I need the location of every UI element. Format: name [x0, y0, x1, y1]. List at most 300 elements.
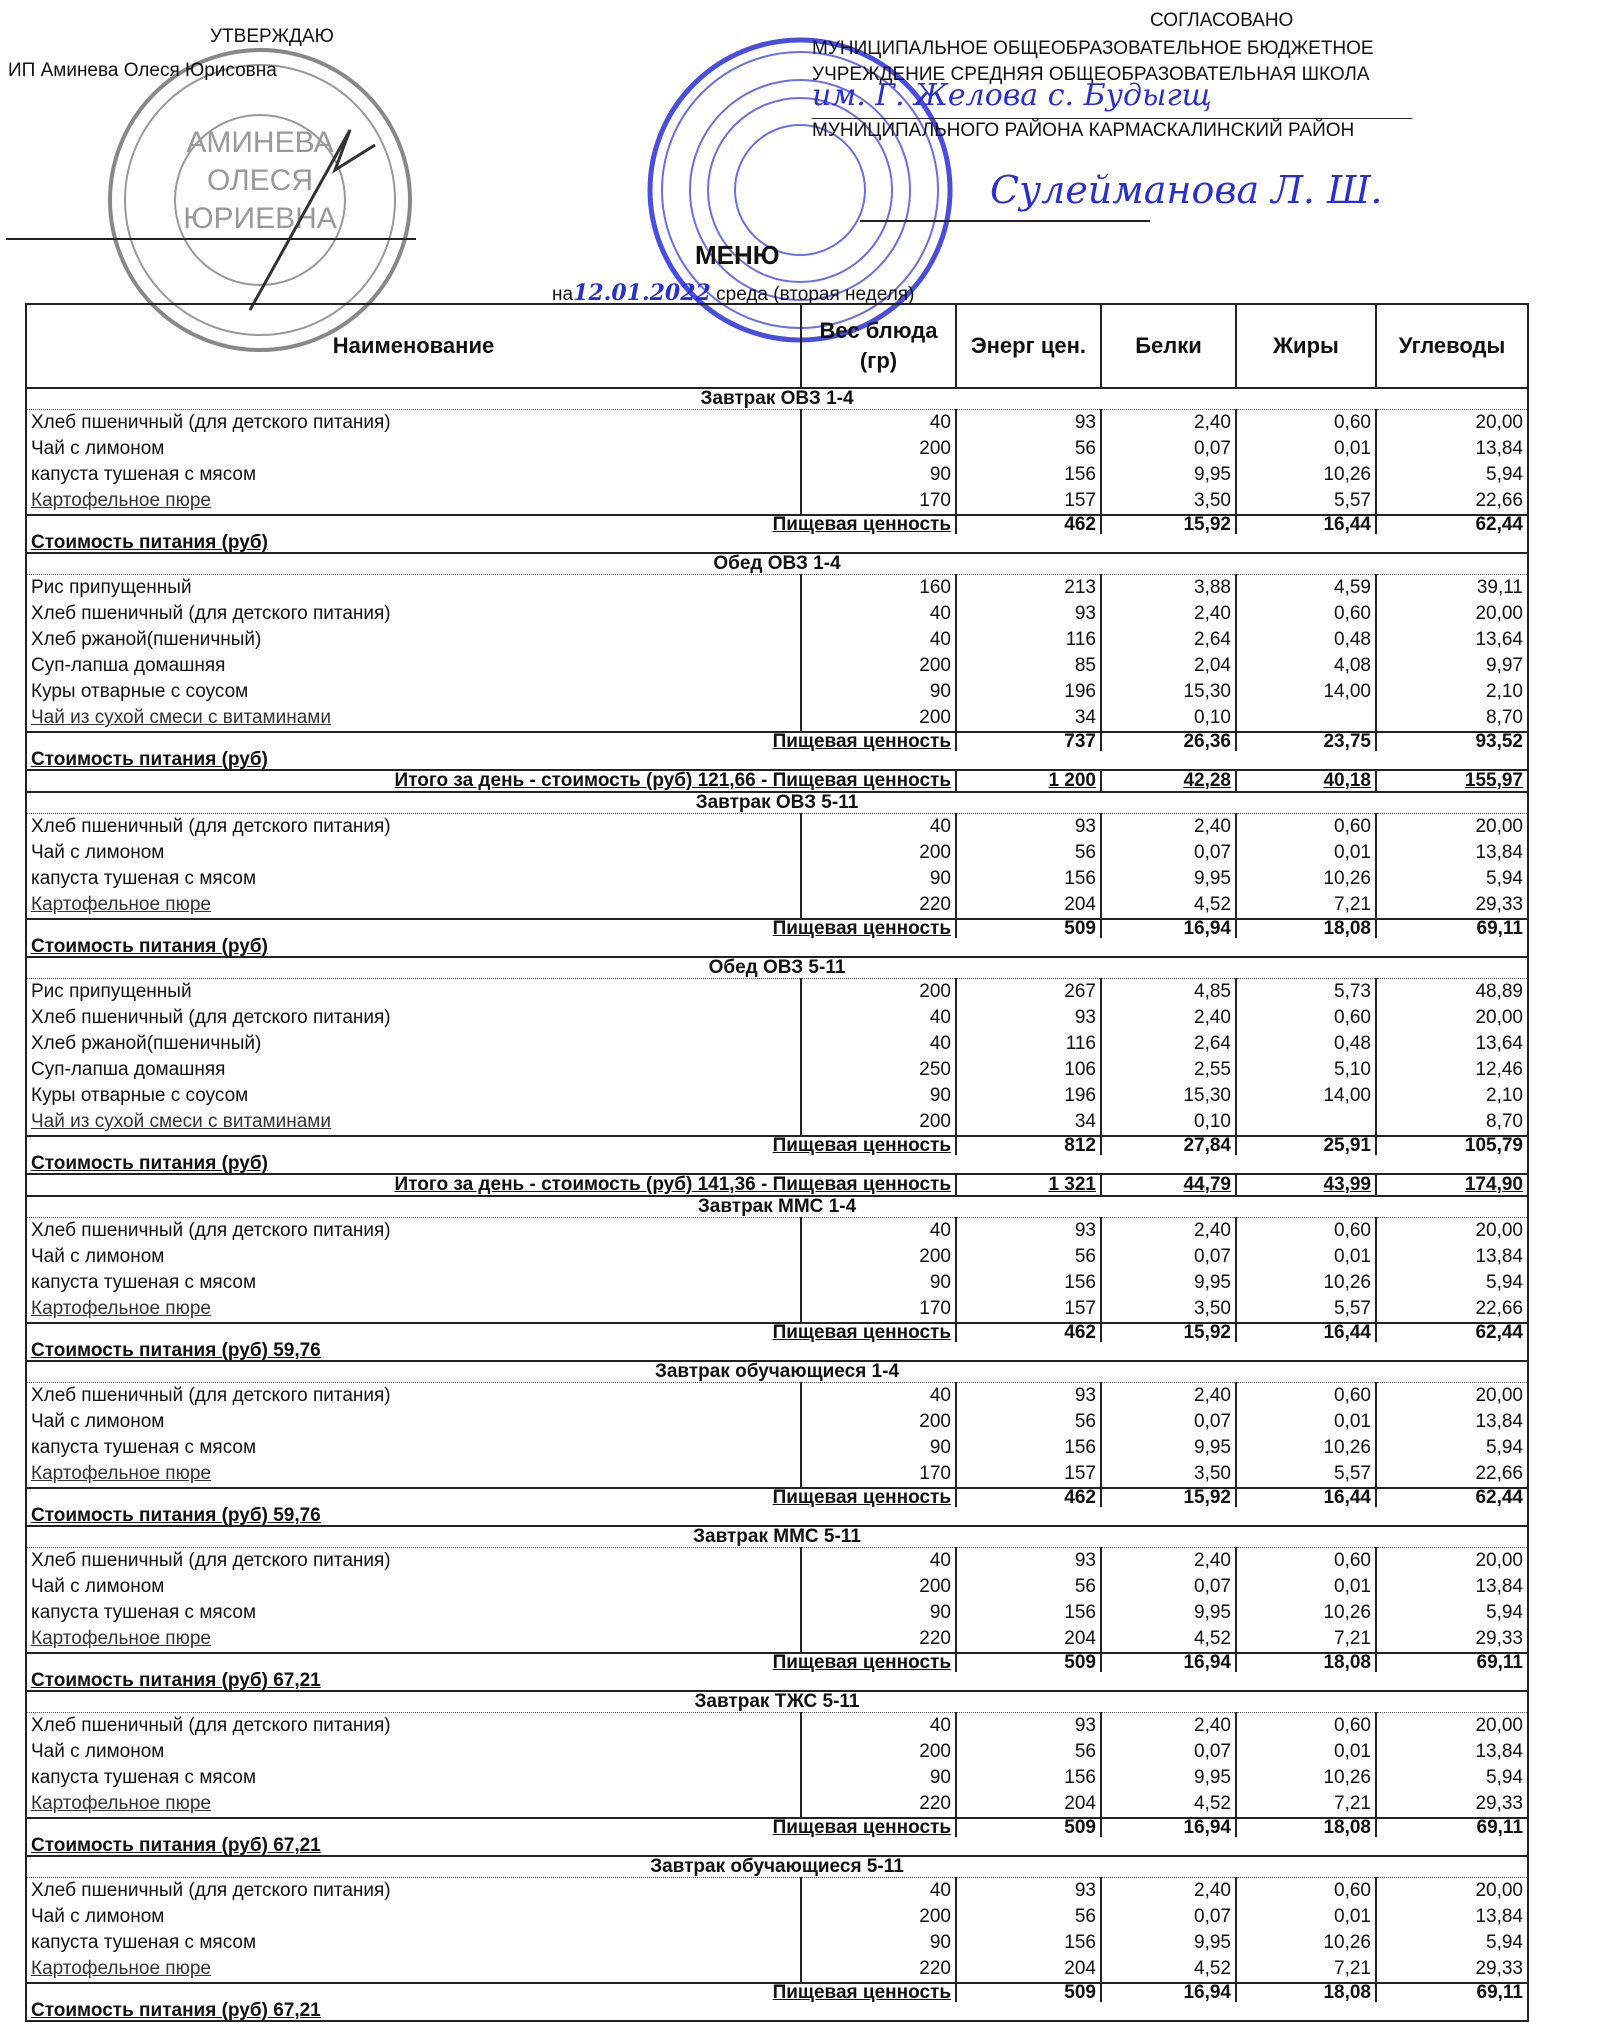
dish-protein: 9,95 [1101, 866, 1236, 892]
total-fat: 18,08 [1236, 919, 1376, 938]
dish-protein: 4,52 [1101, 892, 1236, 919]
nutrition-total-row [26, 1983, 1528, 2002]
dish-weight: 40 [801, 627, 956, 653]
dish-carbs: 20,00 [1376, 1878, 1528, 1905]
section-header-row [26, 1196, 1528, 1218]
dish-carbs: 29,33 [1376, 892, 1528, 919]
nutrition-total-row [26, 1488, 1528, 1507]
dish-name: Хлеб пшеничный (для детского питания) [26, 814, 801, 841]
dish-fat: 10,26 [1236, 866, 1376, 892]
dish-name: Хлеб пшеничный (для детского питания) [26, 601, 801, 627]
dish-protein: 0,10 [1101, 1109, 1236, 1136]
total-carbs: 62,44 [1376, 515, 1528, 534]
dish-carbs: 13,64 [1376, 1031, 1528, 1057]
day-total-fat: 43,99 [1236, 1174, 1376, 1196]
dish-protein: 2,04 [1101, 653, 1236, 679]
table-row [26, 1409, 1528, 1435]
dish-name: Хлеб пшеничный (для детского питания) [26, 1383, 801, 1410]
table-row [26, 601, 1528, 627]
dish-protein: 4,85 [1101, 979, 1236, 1006]
dish-protein: 2,40 [1101, 1548, 1236, 1575]
day-total-fat: 40,18 [1236, 770, 1376, 792]
dish-energy: 56 [956, 1739, 1101, 1765]
dish-carbs: 22,66 [1376, 488, 1528, 515]
dish-energy: 156 [956, 1930, 1101, 1956]
total-fat: 16,44 [1236, 515, 1376, 534]
dish-energy: 93 [956, 1713, 1101, 1740]
dish-fat: 5,57 [1236, 1296, 1376, 1323]
cost-label: Стоимость питания (руб) [26, 938, 1528, 957]
cost-label: Стоимость питания (руб) 59,76 [26, 1342, 1528, 1361]
dish-fat: 0,60 [1236, 1383, 1376, 1410]
agreement-signature: Сулейманова Л. Ш. [990, 168, 1383, 212]
nutrition-total-label: Пищевая ценность [26, 1323, 956, 1342]
dish-weight: 220 [801, 1791, 956, 1818]
dish-name: Чай с лимоном [26, 436, 801, 462]
dish-fat: 0,01 [1236, 840, 1376, 866]
col-carbs: Углеводы [1376, 304, 1528, 388]
dish-weight: 90 [801, 1930, 956, 1956]
dish-name: капуста тушеная с мясом [26, 1930, 801, 1956]
table-row [26, 892, 1528, 919]
day-total-carbs: 174,90 [1376, 1174, 1528, 1196]
dish-carbs: 13,84 [1376, 1409, 1528, 1435]
dish-energy: 156 [956, 866, 1101, 892]
table-row [26, 1713, 1528, 1740]
dish-energy: 56 [956, 1574, 1101, 1600]
agreement-org-line [812, 118, 1412, 119]
dish-carbs: 29,33 [1376, 1626, 1528, 1653]
dish-protein: 3,50 [1101, 1296, 1236, 1323]
total-energy: 509 [956, 919, 1101, 938]
dish-carbs: 5,94 [1376, 1600, 1528, 1626]
day-total-row [26, 1174, 1528, 1196]
dish-name: капуста тушеная с мясом [26, 1600, 801, 1626]
table-row [26, 1956, 1528, 1983]
total-carbs: 69,11 [1376, 1983, 1528, 2002]
section-header-row [26, 1361, 1528, 1383]
dish-protein: 3,88 [1101, 575, 1236, 602]
total-fat: 16,44 [1236, 1323, 1376, 1342]
dish-name: Картофельное пюре [26, 1296, 801, 1323]
dish-name: Хлеб пшеничный (для детского питания) [26, 410, 801, 437]
dish-fat: 0,01 [1236, 1409, 1376, 1435]
dish-protein: 9,95 [1101, 1435, 1236, 1461]
dish-carbs: 39,11 [1376, 575, 1528, 602]
dish-carbs: 20,00 [1376, 814, 1528, 841]
dish-name: капуста тушеная с мясом [26, 1435, 801, 1461]
total-protein: 16,94 [1101, 1653, 1236, 1672]
table-row [26, 653, 1528, 679]
total-protein: 16,94 [1101, 1818, 1236, 1837]
total-fat: 25,91 [1236, 1136, 1376, 1155]
dish-protein: 0,07 [1101, 840, 1236, 866]
dish-fat: 0,60 [1236, 1878, 1376, 1905]
day-total-label: Итого за день - стоимость (руб) 121,66 - Пищевая ценность [26, 770, 956, 792]
dish-carbs: 13,84 [1376, 436, 1528, 462]
approval-signature-line [6, 238, 416, 240]
dish-weight: 40 [801, 1548, 956, 1575]
table-row [26, 866, 1528, 892]
nutrition-total-label: Пищевая ценность [26, 1983, 956, 2002]
dish-carbs: 48,89 [1376, 979, 1528, 1006]
total-energy: 737 [956, 732, 1101, 751]
dish-energy: 157 [956, 488, 1101, 515]
dish-fat: 5,73 [1236, 979, 1376, 1006]
nutrition-total-label: Пищевая ценность [26, 1488, 956, 1507]
table-row [26, 1765, 1528, 1791]
dish-protein: 2,40 [1101, 1713, 1236, 1740]
dish-protein: 2,40 [1101, 1383, 1236, 1410]
dish-weight: 200 [801, 840, 956, 866]
dish-weight: 40 [801, 1713, 956, 1740]
dish-energy: 56 [956, 1409, 1101, 1435]
cost-label: Стоимость питания (руб) [26, 534, 1528, 553]
dish-protein: 2,55 [1101, 1057, 1236, 1083]
dish-fat: 10,26 [1236, 1930, 1376, 1956]
total-carbs: 69,11 [1376, 1818, 1528, 1837]
dish-fat: 5,57 [1236, 488, 1376, 515]
dish-carbs: 5,94 [1376, 462, 1528, 488]
total-fat: 16,44 [1236, 1488, 1376, 1507]
dish-name: Хлеб пшеничный (для детского питания) [26, 1005, 801, 1031]
dish-energy: 213 [956, 575, 1101, 602]
dish-fat: 0,48 [1236, 627, 1376, 653]
dish-fat: 4,59 [1236, 575, 1376, 602]
dish-fat: 10,26 [1236, 1270, 1376, 1296]
dish-fat: 0,01 [1236, 1244, 1376, 1270]
total-protein: 15,92 [1101, 1488, 1236, 1507]
dish-energy: 93 [956, 601, 1101, 627]
dish-fat: 5,57 [1236, 1461, 1376, 1488]
table-row [26, 1244, 1528, 1270]
agreement-org-line1: МУНИЦИПАЛЬНОЕ ОБЩЕОБРАЗОВАТЕЛЬНОЕ БЮДЖЕТНОЕ [812, 38, 1374, 59]
day-total-energy: 1 200 [956, 770, 1101, 792]
dish-protein: 15,30 [1101, 679, 1236, 705]
dish-carbs: 5,94 [1376, 1765, 1528, 1791]
dish-carbs: 29,33 [1376, 1956, 1528, 1983]
dish-energy: 204 [956, 892, 1101, 919]
dish-energy: 156 [956, 462, 1101, 488]
section-header-row [26, 1856, 1528, 1878]
dish-fat: 0,48 [1236, 1031, 1376, 1057]
dish-energy: 204 [956, 1626, 1101, 1653]
total-protein: 27,84 [1101, 1136, 1236, 1155]
total-energy: 812 [956, 1136, 1101, 1155]
dish-weight: 220 [801, 892, 956, 919]
dish-weight: 90 [801, 866, 956, 892]
dish-fat: 0,60 [1236, 410, 1376, 437]
dish-energy: 156 [956, 1435, 1101, 1461]
dish-weight: 160 [801, 575, 956, 602]
dish-protein: 2,40 [1101, 601, 1236, 627]
dish-protein: 0,07 [1101, 1244, 1236, 1270]
dish-fat [1236, 1109, 1376, 1136]
nutrition-total-row [26, 515, 1528, 534]
dish-carbs: 5,94 [1376, 1270, 1528, 1296]
dish-name: Чай с лимоном [26, 1409, 801, 1435]
dish-weight: 170 [801, 1461, 956, 1488]
subtitle-prefix: на [552, 284, 574, 305]
dish-name: Чай с лимоном [26, 1574, 801, 1600]
dish-name: Суп-лапша домашняя [26, 653, 801, 679]
table-row [26, 1296, 1528, 1323]
dish-weight: 90 [801, 462, 956, 488]
total-fat: 18,08 [1236, 1983, 1376, 2002]
dish-name: Картофельное пюре [26, 1626, 801, 1653]
agreement-org-line3: МУНИЦИПАЛЬНОГО РАЙОНА КАРМАСКАЛИНСКИЙ РАЙОН [812, 120, 1355, 141]
dish-protein: 9,95 [1101, 1270, 1236, 1296]
day-total-label: Итого за день - стоимость (руб) 141,36 - Пищевая ценность [26, 1174, 956, 1196]
dish-carbs: 13,84 [1376, 1244, 1528, 1270]
dish-energy: 156 [956, 1765, 1101, 1791]
dish-weight: 250 [801, 1057, 956, 1083]
dish-name: Рис припущенный [26, 575, 801, 602]
section-title: Завтрак обучающиеся 5-11 [26, 1856, 1528, 1878]
dish-weight: 40 [801, 1031, 956, 1057]
dish-protein: 2,64 [1101, 627, 1236, 653]
dish-energy: 93 [956, 1383, 1101, 1410]
dish-carbs: 20,00 [1376, 410, 1528, 437]
cost-row [26, 1672, 1528, 1691]
total-energy: 462 [956, 515, 1101, 534]
cost-label: Стоимость питания (руб) [26, 751, 1528, 770]
dish-carbs: 22,66 [1376, 1296, 1528, 1323]
dish-fat: 0,01 [1236, 436, 1376, 462]
dish-protein: 9,95 [1101, 1765, 1236, 1791]
dish-energy: 85 [956, 653, 1101, 679]
dish-fat: 0,01 [1236, 1904, 1376, 1930]
table-row [26, 1878, 1528, 1905]
nutrition-total-label: Пищевая ценность [26, 732, 956, 751]
dish-energy: 56 [956, 840, 1101, 866]
section-title: Завтрак ММС 1-4 [26, 1196, 1528, 1218]
dish-weight: 200 [801, 1904, 956, 1930]
section-header-row [26, 957, 1528, 979]
dish-name: Картофельное пюре [26, 1461, 801, 1488]
dish-name: Чай с лимоном [26, 1739, 801, 1765]
dish-energy: 204 [956, 1791, 1101, 1818]
dish-protein: 0,10 [1101, 705, 1236, 732]
dish-weight: 90 [801, 1435, 956, 1461]
total-energy: 509 [956, 1653, 1101, 1672]
dish-carbs: 13,84 [1376, 1574, 1528, 1600]
dish-protein: 2,40 [1101, 410, 1236, 437]
nutrition-total-row [26, 1136, 1528, 1155]
total-energy: 462 [956, 1488, 1101, 1507]
dish-protein: 4,52 [1101, 1626, 1236, 1653]
cost-row [26, 1155, 1528, 1174]
dish-name: Картофельное пюре [26, 1791, 801, 1818]
dish-carbs: 13,64 [1376, 627, 1528, 653]
dish-fat: 14,00 [1236, 679, 1376, 705]
approval-person: ИП Аминева Олеся Юрисовна [8, 60, 277, 81]
nutrition-total-row [26, 1653, 1528, 1672]
day-total-protein: 44,79 [1101, 1174, 1236, 1196]
dish-fat: 0,01 [1236, 1739, 1376, 1765]
dish-name: Картофельное пюре [26, 892, 801, 919]
dish-energy: 56 [956, 1904, 1101, 1930]
dish-carbs: 13,84 [1376, 1739, 1528, 1765]
dish-energy: 196 [956, 679, 1101, 705]
dish-name: Чай с лимоном [26, 1244, 801, 1270]
section-title: Завтрак ТЖС 5-11 [26, 1691, 1528, 1713]
dish-weight: 40 [801, 1383, 956, 1410]
dish-energy: 93 [956, 1005, 1101, 1031]
dish-weight: 200 [801, 436, 956, 462]
nutrition-total-label: Пищевая ценность [26, 515, 956, 534]
dish-weight: 220 [801, 1956, 956, 1983]
dish-name: Чай из сухой смеси с витаминами [26, 705, 801, 732]
dish-energy: 204 [956, 1956, 1101, 1983]
table-row [26, 1930, 1528, 1956]
total-carbs: 105,79 [1376, 1136, 1528, 1155]
dish-fat: 0,60 [1236, 814, 1376, 841]
section-title: Завтрак обучающиеся 1-4 [26, 1361, 1528, 1383]
dish-weight: 170 [801, 488, 956, 515]
section-title: Завтрак ММС 5-11 [26, 1526, 1528, 1548]
svg-text:ОЛЕСЯ: ОЛЕСЯ [206, 164, 314, 197]
total-carbs: 62,44 [1376, 1488, 1528, 1507]
agreement-title: СОГЛАСОВАНО [1150, 10, 1294, 31]
dish-protein: 0,07 [1101, 1739, 1236, 1765]
dish-fat: 10,26 [1236, 1765, 1376, 1791]
dish-name: капуста тушеная с мясом [26, 1765, 801, 1791]
dish-weight: 90 [801, 1765, 956, 1791]
dish-carbs: 20,00 [1376, 1218, 1528, 1245]
dish-carbs: 5,94 [1376, 866, 1528, 892]
dish-protein: 9,95 [1101, 1600, 1236, 1626]
cost-row [26, 1837, 1528, 1856]
dish-protein: 0,07 [1101, 1409, 1236, 1435]
section-header-row [26, 792, 1528, 814]
dish-name: капуста тушеная с мясом [26, 1270, 801, 1296]
nutrition-total-row [26, 919, 1528, 938]
section-header-row [26, 553, 1528, 575]
dish-name: Суп-лапша домашняя [26, 1057, 801, 1083]
dish-fat: 0,60 [1236, 1218, 1376, 1245]
dish-name: Хлеб пшеничный (для детского питания) [26, 1218, 801, 1245]
svg-text:ЮРИЕВНА: ЮРИЕВНА [183, 202, 337, 235]
dish-weight: 220 [801, 1626, 956, 1653]
total-protein: 16,94 [1101, 919, 1236, 938]
section-title: Обед ОВЗ 5-11 [26, 957, 1528, 979]
table-row [26, 1218, 1528, 1245]
section-title: Завтрак ОВЗ 5-11 [26, 792, 1528, 814]
cost-row [26, 534, 1528, 553]
nutrition-total-label: Пищевая ценность [26, 1136, 956, 1155]
dish-weight: 40 [801, 1878, 956, 1905]
document-title: МЕНЮ [695, 240, 780, 270]
dish-energy: 116 [956, 1031, 1101, 1057]
table-row [26, 1574, 1528, 1600]
total-protein: 16,94 [1101, 1983, 1236, 2002]
dish-carbs: 20,00 [1376, 1005, 1528, 1031]
total-energy: 509 [956, 1818, 1101, 1837]
cost-row [26, 938, 1528, 957]
cost-row [26, 2002, 1528, 2021]
dish-protein: 2,40 [1101, 1218, 1236, 1245]
dish-carbs: 22,66 [1376, 1461, 1528, 1488]
dish-weight: 200 [801, 1739, 956, 1765]
approval-title: УТВЕРЖДАЮ [210, 26, 334, 47]
dish-name: Хлеб пшеничный (для детского питания) [26, 1878, 801, 1905]
dish-energy: 93 [956, 1548, 1101, 1575]
table-row [26, 679, 1528, 705]
dish-energy: 56 [956, 1244, 1101, 1270]
dish-fat: 4,08 [1236, 653, 1376, 679]
dish-protein: 4,52 [1101, 1791, 1236, 1818]
dish-carbs: 8,70 [1376, 1109, 1528, 1136]
svg-text:АМИНЕВА: АМИНЕВА [186, 126, 334, 159]
total-fat: 18,08 [1236, 1653, 1376, 1672]
table-row [26, 1904, 1528, 1930]
dish-weight: 40 [801, 410, 956, 437]
dish-carbs: 12,46 [1376, 1057, 1528, 1083]
dish-protein: 0,07 [1101, 1574, 1236, 1600]
dish-weight: 170 [801, 1296, 956, 1323]
section-header-row [26, 1691, 1528, 1713]
dish-name: Картофельное пюре [26, 488, 801, 515]
dish-energy: 157 [956, 1296, 1101, 1323]
dish-protein: 2,40 [1101, 814, 1236, 841]
dish-name: Чай с лимоном [26, 1904, 801, 1930]
dish-weight: 40 [801, 1218, 956, 1245]
dish-protein: 3,50 [1101, 1461, 1236, 1488]
dish-carbs: 20,00 [1376, 1383, 1528, 1410]
table-row [26, 410, 1528, 437]
dish-weight: 90 [801, 1083, 956, 1109]
day-total-row [26, 770, 1528, 792]
dish-name: Хлеб ржаной(пшеничный) [26, 627, 801, 653]
dish-fat: 7,21 [1236, 1956, 1376, 1983]
subtitle-suffix: среда (вторая неделя) [716, 284, 915, 305]
dish-energy: 34 [956, 705, 1101, 732]
table-row [26, 1548, 1528, 1575]
cost-label: Стоимость питания (руб) 67,21 [26, 1672, 1528, 1691]
dish-energy: 157 [956, 1461, 1101, 1488]
dish-carbs: 13,84 [1376, 840, 1528, 866]
agreement-org-handwritten: им. Г. Желова с. Будыгщ [812, 78, 1212, 113]
dish-name: Картофельное пюре [26, 1956, 801, 1983]
dish-protein: 2,64 [1101, 1031, 1236, 1057]
section-title: Завтрак ОВЗ 1-4 [26, 388, 1528, 410]
dish-name: Рис припущенный [26, 979, 801, 1006]
agreement-org-line2: УЧРЕЖДЕНИЕ СРЕДНЯЯ ОБЩЕОБРАЗОВАТЕЛЬНАЯ ШКОЛА [812, 64, 1370, 85]
dish-fat: 5,10 [1236, 1057, 1376, 1083]
dish-weight: 90 [801, 1600, 956, 1626]
section-header-row [26, 1526, 1528, 1548]
dish-energy: 116 [956, 627, 1101, 653]
table-row [26, 462, 1528, 488]
day-total-carbs: 155,97 [1376, 770, 1528, 792]
total-fat: 23,75 [1236, 732, 1376, 751]
dish-fat: 0,60 [1236, 1548, 1376, 1575]
table-row [26, 1626, 1528, 1653]
dish-fat: 0,60 [1236, 1713, 1376, 1740]
col-fat: Жиры [1236, 304, 1376, 388]
dish-weight: 200 [801, 979, 956, 1006]
dish-weight: 200 [801, 1109, 956, 1136]
dish-name: Хлеб пшеничный (для детского питания) [26, 1713, 801, 1740]
dish-fat [1236, 705, 1376, 732]
dish-energy: 93 [956, 410, 1101, 437]
dish-fat: 10,26 [1236, 462, 1376, 488]
dish-fat: 7,21 [1236, 1791, 1376, 1818]
dish-carbs: 2,10 [1376, 679, 1528, 705]
col-protein: Белки [1101, 304, 1236, 388]
total-protein: 15,92 [1101, 515, 1236, 534]
